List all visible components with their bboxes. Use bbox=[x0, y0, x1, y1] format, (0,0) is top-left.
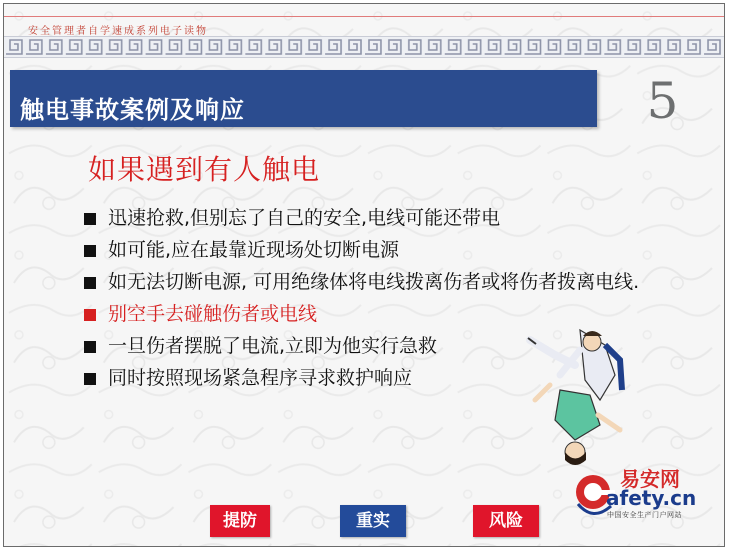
bullet-item bbox=[80, 269, 640, 296]
emphasis-button[interactable]: 重实 bbox=[340, 505, 406, 537]
slide-subtitle: 如果遇到有人触电 bbox=[88, 153, 321, 186]
square-bullet-icon bbox=[84, 277, 96, 289]
slide-title: 触电事故案例及响应 bbox=[20, 96, 245, 124]
chapter-number bbox=[640, 72, 685, 130]
bullet-text: 同时按照现场紧急程序寻求救护响应 bbox=[108, 367, 413, 389]
chapter-number-text: 5 bbox=[646, 72, 679, 130]
square-bullet-icon bbox=[84, 341, 96, 353]
square-bullet-icon bbox=[84, 213, 96, 225]
prevent-button[interactable]: 提防 bbox=[210, 505, 270, 537]
bullet-text: 如无法切断电源, 可用绝缘体将电线拨离伤者或将伤者拨离电线. bbox=[108, 271, 640, 293]
bullet-text: 一旦伤者摆脱了电流,立即为他实行急救 bbox=[108, 335, 438, 357]
square-bullet-icon bbox=[84, 309, 96, 321]
square-bullet-icon bbox=[84, 373, 96, 385]
bullet-item bbox=[80, 237, 640, 264]
bullet-text: 如可能,应在最靠近现场处切断电源 bbox=[108, 239, 400, 261]
series-title: 安全管理者自学速成系列电子读物 bbox=[28, 26, 208, 37]
greek-key-border bbox=[4, 36, 724, 58]
square-bullet-icon bbox=[84, 245, 96, 257]
bullet-text: 别空手去碰触伤者或电线 bbox=[108, 303, 318, 325]
bullet-item bbox=[80, 205, 640, 232]
logo-name-cn: 易安网 bbox=[620, 467, 680, 491]
bullet-text: 迅速抢救,但别忘了自己的安全,电线可能还带电 bbox=[108, 207, 501, 229]
header-rule bbox=[4, 16, 724, 17]
risk-button[interactable]: 风险 bbox=[473, 505, 539, 537]
logo-tagline: 中国安全生产门户网站 bbox=[607, 511, 682, 519]
first-aid-illustration bbox=[520, 320, 650, 470]
logo-name-en: afety.cn bbox=[606, 486, 697, 510]
